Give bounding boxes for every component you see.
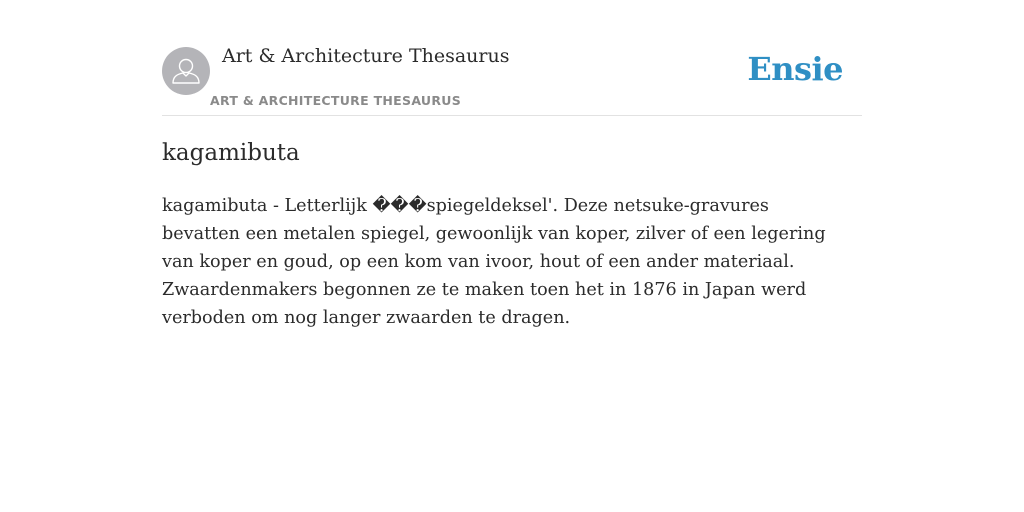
source-avatar[interactable] [162,47,210,95]
user-silhouette-icon [162,47,210,95]
source-subtitle: ART & ARCHITECTURE THESAURUS [210,93,462,108]
entry-definition: kagamibuta - Letterlijk ���spiegeldeksel'. Deze netsuke-gravures bevatten een metalen spiegel, gewoonlijk van koper, zilver of een legering van koper en goud, op een kom van ivoor, hout of een ander materiaal. Zwaardenmakers begonnen ze te maken toen het in 1876 in Japan werd verboden om nog langer zwaarden te dragen. [162,196,826,328]
source-title-link[interactable]: Art & Architecture Thesaurus [222,45,510,67]
ensie-logo[interactable]: Ensie [747,50,843,88]
header-divider [162,115,862,116]
entry-term: kagamibuta [162,140,300,166]
